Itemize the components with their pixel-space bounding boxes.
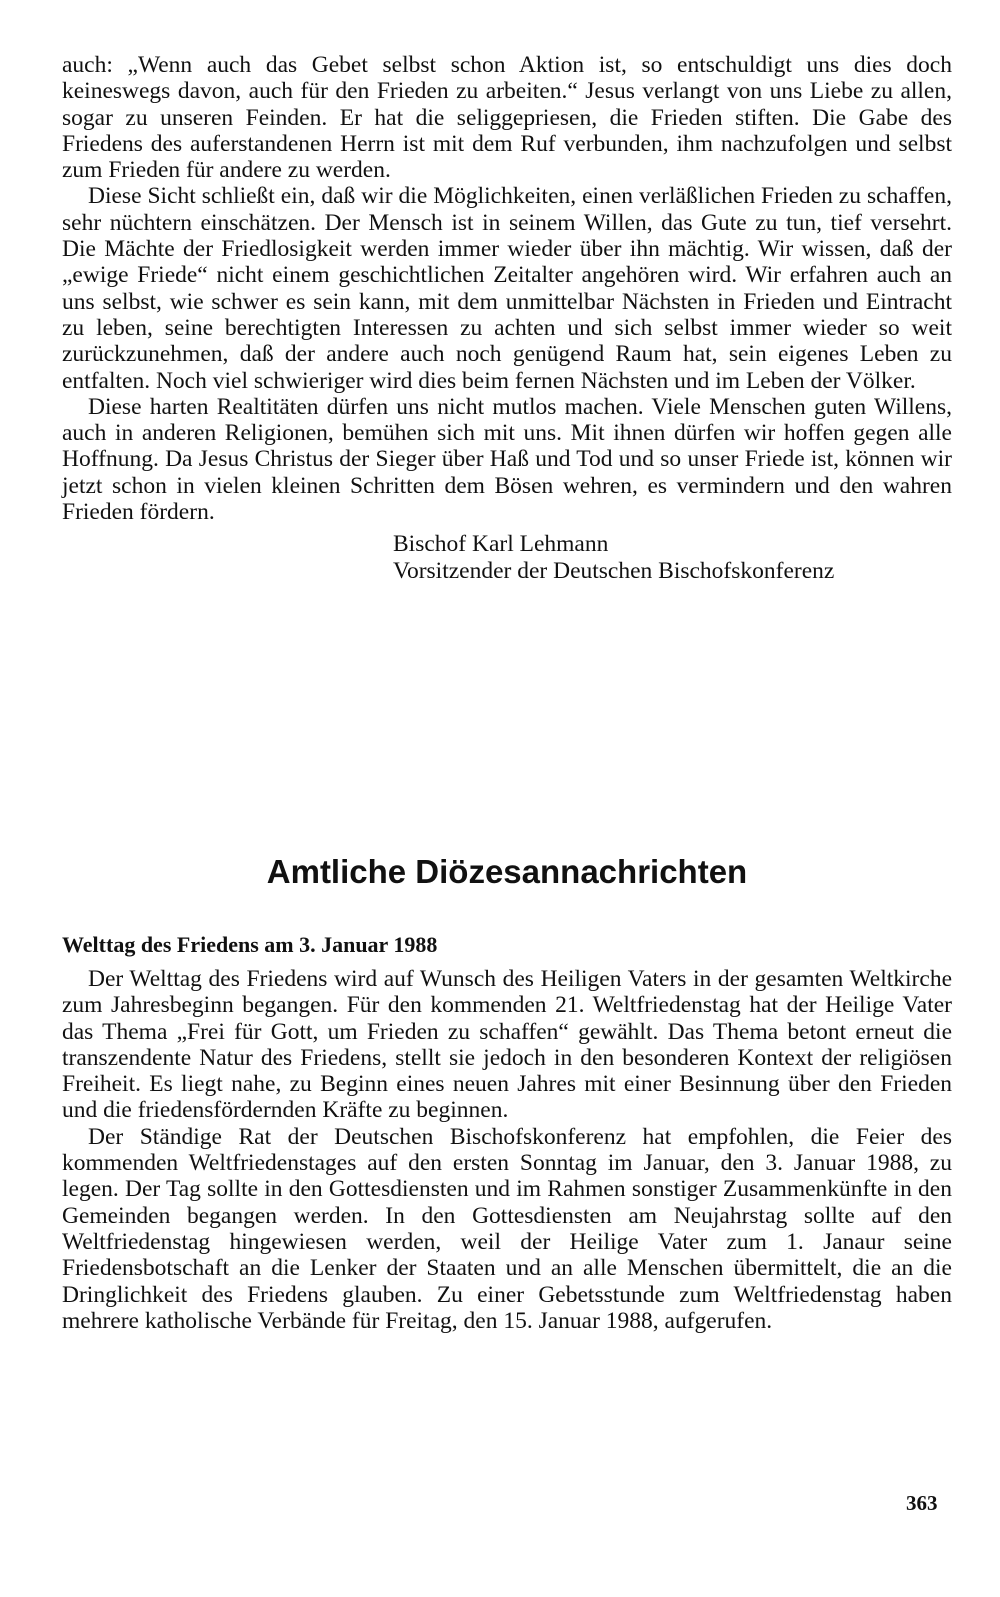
document-page [62,52,952,1334]
section-body [62,932,952,1334]
intro-paragraph-1: auch: „Wenn auch das Gebet selbst schon Aktion ist, so entschuldigt uns dies doch keineswegs davon, auch für den Frieden zu arbeiten.“ Jesus verlangt von uns Liebe zu allen, sogar zu unseren Feinden. Er hat die seliggepriesen, die Frieden stiften. Die Gabe des Friedens des auferstandenen Herrn ist mit dem Ruf verbunden, ihm nachzufolgen und selbst zum Frieden für andere zu werden. [62,52,952,184]
section-paragraph-2: Der Ständige Rat der Deutschen Bischofskonferenz hat empfohlen, die Feier des kommenden Weltfriedenstages auf den ersten Sonntag im Januar, den 3. Januar 1988, zu legen. Der Tag sollte in den Gottesdiensten und im Rahmen sonstiger Zusammenkünfte in den Gemeinden begangen werden. In den Gottesdiensten am Neujahrstag sollte auf den Weltfriedenstag hingewiesen werden, weil der Heilige Vater zum 1. Janaur seine Friedensbotschaft an die Lenker der Staaten und an alle Menschen übermittelt, die an die Dringlichkeit des Friedens glauben. Zu einer Gebetsstunde zum Weltfriedenstag haben mehrere katholische Verbände für Freitag, den 15. Januar 1988, aufgerufen. [62,1123,952,1334]
section-title: Amtliche Diözesannachrichten [266,853,748,890]
intro-paragraph-2: Diese Sicht schließt ein, daß wir die Möglichkeiten, einen verläßlichen Frieden zu schaffen, sehr nüchtern einschätzen. Der Mensch ist in seinem Willen, das Gute zu tun, tief versehrt. Die Mächte der Friedlosigkeit werden immer wieder über ihn mächtig. Wir wissen, daß der „ewige Friede“ nicht einem geschichtlichen Zeitalter angehören wird. Wir erfahren auch an uns selbst, wie schwer es sein kann, mit dem unmittelbar Nächsten in Frieden und Eintracht zu leben, seine berechtigten Interessen zu achten und sich selbst immer wieder so weit zurückzunehmen, daß der andere auch noch genügend Raum hat, sein eigenes Leben zu entfalten. Noch viel schwieriger wird dies beim fernen Nächsten und im Leben der Völker. [62,183,952,394]
signature-role: Vorsitzender der Deutschen Bischofskonferenz [393,558,835,585]
section-paragraph-1: Der Welttag des Friedens wird auf Wunsch des Heiligen Vaters in der gesamten Weltkirche zum Jahresbeginn begangen. Für den kommenden 21. Weltfriedenstag hat der Heilige Vater das Thema „Frei für Gott, um Frieden zu schaffen“ gewählt. Das Thema betont erneut die transzendente Natur des Friedens, stellt sie jedoch in den besonderen Kontext der religiösen Freiheit. Es liegt nahe, zu Beginn eines neuen Jahres mit einer Besinnung über den Frieden und die friedensfördernden Kräfte zu beginnen. [62,966,952,1124]
section-subheading: Welttag des Friedens am 3. Januar 1988 [62,932,438,957]
page-number: 363 [906,1491,938,1515]
signature-name: Bischof Karl Lehmann [393,531,609,558]
intro-paragraph-3: Diese harten Realtitäten dürfen uns nicht mutlos machen. Viele Menschen guten Willens, auch in anderen Religionen, bemühen sich mit uns. Mit ihnen dürfen wir hoffen gegen alle Hoffnung. Da Jesus Christus der Sieger über Haß und Tod und so unser Friede ist, können wir jetzt schon in vielen kleinen Schritten dem Bösen wehren, es vermindern und den wahren Frieden fördern. [62,393,952,526]
signature-block [393,531,952,585]
